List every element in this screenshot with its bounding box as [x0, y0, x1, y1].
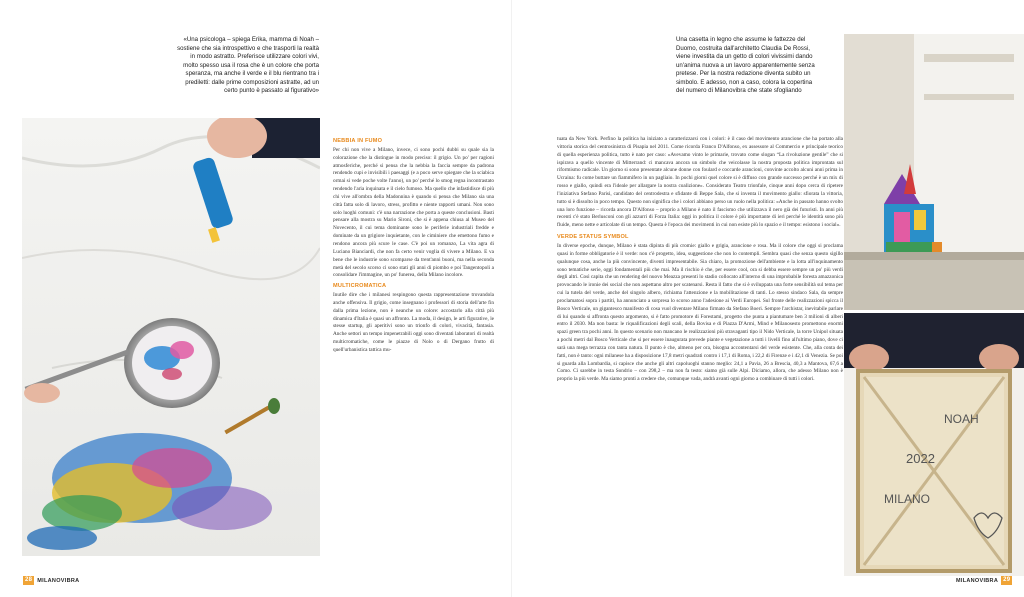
page-number-right: 29: [1003, 577, 1011, 583]
duomo-illustration: [844, 34, 1024, 310]
painting-photo: [22, 118, 320, 556]
painting-illustration: [22, 118, 320, 556]
column-right-text-1: [557, 136, 843, 561]
canvas-illustration: [844, 313, 1024, 576]
paragraph-multicromatica: Inutile dire che i milanesi respingono questa rappresentazione trovandola anche offensiva. Il grigio, come insegnano i professori di storia dell'arte fin dalla prima lezione, non è neanche un colore: accostarlo alla città più dinamica d'Italia è quasi un affronto. La moda, il design, le arti figurative, le stesse startup, gli aperitivi sono un trionfo di colori, vivacità, fantasia. Anche settori un tempo impenetrabili oggi sono diventati laboratori di realtà multicromatiche, come le piazze di Nolo o di Dergano frutto di quell'urbanistica tattica mu-: [333, 292, 494, 353]
footer-right: [956, 576, 1012, 585]
heading-multicromatica: MULTICROMATICA: [333, 283, 387, 290]
pullquote-right: Una casetta in legno che assume le fattezze del Duomo, costruita dall'architetto Claudia De Rossi, viene investita da un getto di colori vivissimi dando un'anima nuova a un lavoro apparentemente senza pretese. Per la nostra redazione diventa subito un simbolo. E adesso, non a caso, colora la copertina del numero di Milanovibra che state sfogliando: [676, 36, 815, 94]
footer-brand-left: MILANOVIBRA: [37, 577, 80, 584]
canvas-name-text: NOAH: [944, 412, 979, 426]
footer-left: [23, 576, 79, 585]
noah-canvas-photo: [844, 313, 1024, 576]
heading-verde-status-symbol: VERDE STATUS SYMBOL: [557, 234, 629, 241]
heading-nebbia-in-fumo: NEBBIA IN FUMO: [333, 138, 383, 144]
duomo-photo: [844, 34, 1024, 310]
canvas-city-text: MILANO: [884, 492, 931, 506]
pullquote-left: «Una psicologa – spiega Erika, mamma di Noah – sostiene che sia introspettivo e che trasporti la realtà in modo astratto. Preferisce utilizzare colori vivi, molto spesso usa il rosa che è un colore che porta speranza, ma anche il verde e il blu rientrano tra i prediletti: dalle prime composizioni astratte, ad un certo punto è passato al figurativo»: [177, 36, 319, 94]
paragraph-nebbia: Per chi non vive a Milano, invece, ci sono pochi dubbi su quale sia la colorazione che la distingue in modo preciso: il grigio. Un po' per ragioni atmosferiche, perché si pensa che la nebbia la faccia sempre da padrona rendendo cupi e invisibili i paesaggi (e a poco serve spiegare che la sciabica ormai si vede poche volte l'anno), un po' perché lo smog regna incontrastato rendendo l'aria inquinata e il cielo fumoso. Ma quello che infastidisce di più chi vive all'ombra della Madonnina è quando si pensa che Milano sia una città fatta solo di lavoro, stress, profitto e niente rapporti umani. Non sono solo luoghi comuni: c'è una narrazione che porta a queste conclusioni. Basti pensare alla mostra su Mario Sironi, che si è appena chiusa al Museo del Novecento, il cui tema dominante sono le periferie industriali fredde e dominate da un grigiore inquietante, con le ciminiere che emettono fumo e rendono ancora più scure le case. C'è poi un romanzo, La vita agra di Luciano Bianciardi, che non fa certo venir voglia di vivere a Milano. E va bene che le industrie sono scomparse da trent'anni buoni, ma nella seconda metà del secolo scorso ci sono stati gli anni di piombo e poi Tangentopoli a consolidare l'immagine, un po' funerea, della Milano incolore.: [333, 146, 494, 279]
page-number-left: 28: [25, 577, 33, 583]
canvas-year-text: 2022: [906, 451, 935, 466]
footer-brand-right: MILANOVIBRA: [956, 577, 999, 584]
paragraph-politica: tuata da New York. Perfino la politica ha iniziato a caratterizzarsi con i colori: è il caso del movimento arancione che ha portato alla vittoria storica del centrosinistra di Pisapia nel 2011. Come ricorda Franco D'Alfonso, ex assessore al Commercio e principale teorico di quella esperienza politica, tutto è nato per caso: «Avevamo vinto le primarie, trovato come slogan “La rivoluzione gentile” che si ispirava a quello vincente di Mitterrand: ci mancava ancora un simbolo che veicolasse la nostra proposta politica improntata sul riformismo radicale. Un giorno si sono presentate alcune donne con foulard e coccarde arancioni, convinte accolto alcuni anni prima in Ucraina: fu come buttare un fiammifero in un pagliaio. In pochi giorni quel colore si è diffuso con grande successo perché è un mix di rosso e giallo, quindi era l'ideale per allargare la nostra coalizione». Considerato Teatro trionfale, cinque anni dopo cerca di ripetere l'iniziativa Stefano Parisi, candidato del centrodestra e sfidante di Beppe Sala, che si inventa il movimento giallo: sfiorata la vittoria, tutto si è dissolto in poco tempo. Questo non significa che i colori abbiano perso un ruolo nella politica: «Anche in passato hanno svolto una loro funzione – ricorda ancora D'Alfonso – proprio a Milano è nato il fascismo che utilizzava il nero già dei futuristi. In anni più recenti c'è stato Berlusconi con gli azzurri di Forza Italia: oggi in politica il colore è più importante di ieri perché le identità sono più fluide, meno nette e articolate di un tempo. Questa è l'epoca dei movimenti in cui non esiste più lo spazio e il tempo: esistono i social».: [557, 136, 843, 229]
column-left-text: [333, 136, 494, 561]
paragraph-verde: In diverse epoche, dunque, Milano è stata dipinta di più cromie: giallo e grigia, arancione e rosa. Ma il colore che oggi si proclama quasi in forme obbligatorie è il verde: non c'è progetto, idea, suggestione che non lo contempli. Sembra quasi che senza questo sigillo qualunque cosa, anche la più convincente, diventi impresentabile. Sia chiaro, la promozione dell'ambiente e la lotta all'inquinamento sono tematiche serie, oggi fondamentali più che mai. Ma il rischio è che, per essere cool, ora si debba essere sempre un po' più verdi degli altri. Così capita che un rendering del nuovo Meazza presenti lo stadio collocato all'interno di una improbabile foresta amazzonica provocando le ironie dei social che non aspettano altro per scatenarsi. Resta il fatto che si è sviluppata una forte sensibilità sul tema per cui la tutela del verde, anche del singolo albero, richiama l'attenzione e la mobilitazione di tanti. Lo stesso sindaco Sala, da sempre proclamatosi sopra i partiti, ha annunciato a sorpresa lo scorso anno l'adesione ai Verdi Europei. Sul fronte delle realizzazioni spicca il Bosco Verticale, un gigantesco manifesto di cosa vuol diventare Milano firmato da Stefano Boeri. Sempre l'archistar, inevitabile parlare di lui quando si affronta questo argomento, si è fatto promotore di Forestami, progetto che punta a piantumare ben 3 milioni di alberi entro il 2030. Ma non basta: le riqualificazioni degli scali, della Bovisa e di Piazza D'Armi, Mind e Milanosesto promettono enormi spazi green tra pochi anni. In questo scenario non mancano le realizzazioni più stravaganti tipo il Nido Verticale, la torre Unipol situata a pochi metri dal Bosco Verticale che si per essere inaugurata prevede piante e vegetazione a tutti i livelli fino all'ultimo piano, dove ci sarà una mega terrazza con tanta natura. Il punto è che, almeno per ora, bisogna accontentarsi del verde esistente. Che, alla conta dei fatti, non è tanto: ogni milanese ha a disposizione 17,8 metri quadrati contro i 17,1 di Roma, i 22,2 di Firenze e i 42,1 di Venezia. Se poi si guarda alla Lombardia, si capisce che anche gli altri capoluoghi stanno meglio: 24,1 a Pavia, 26 a Brescia, 40,3 a Mantova, 67,6 a Como. Ci sarebbe in testa Sondrio – con 298,2 – ma non fa testo: siamo già sulle Alpi. Diciamo, allora, che adesso Milano non è proprio la più verde. Ma siamo pronti a credere che, comunque vada, andrà avanti ogni giorno a combinare di tutti i colori.: [557, 242, 843, 383]
